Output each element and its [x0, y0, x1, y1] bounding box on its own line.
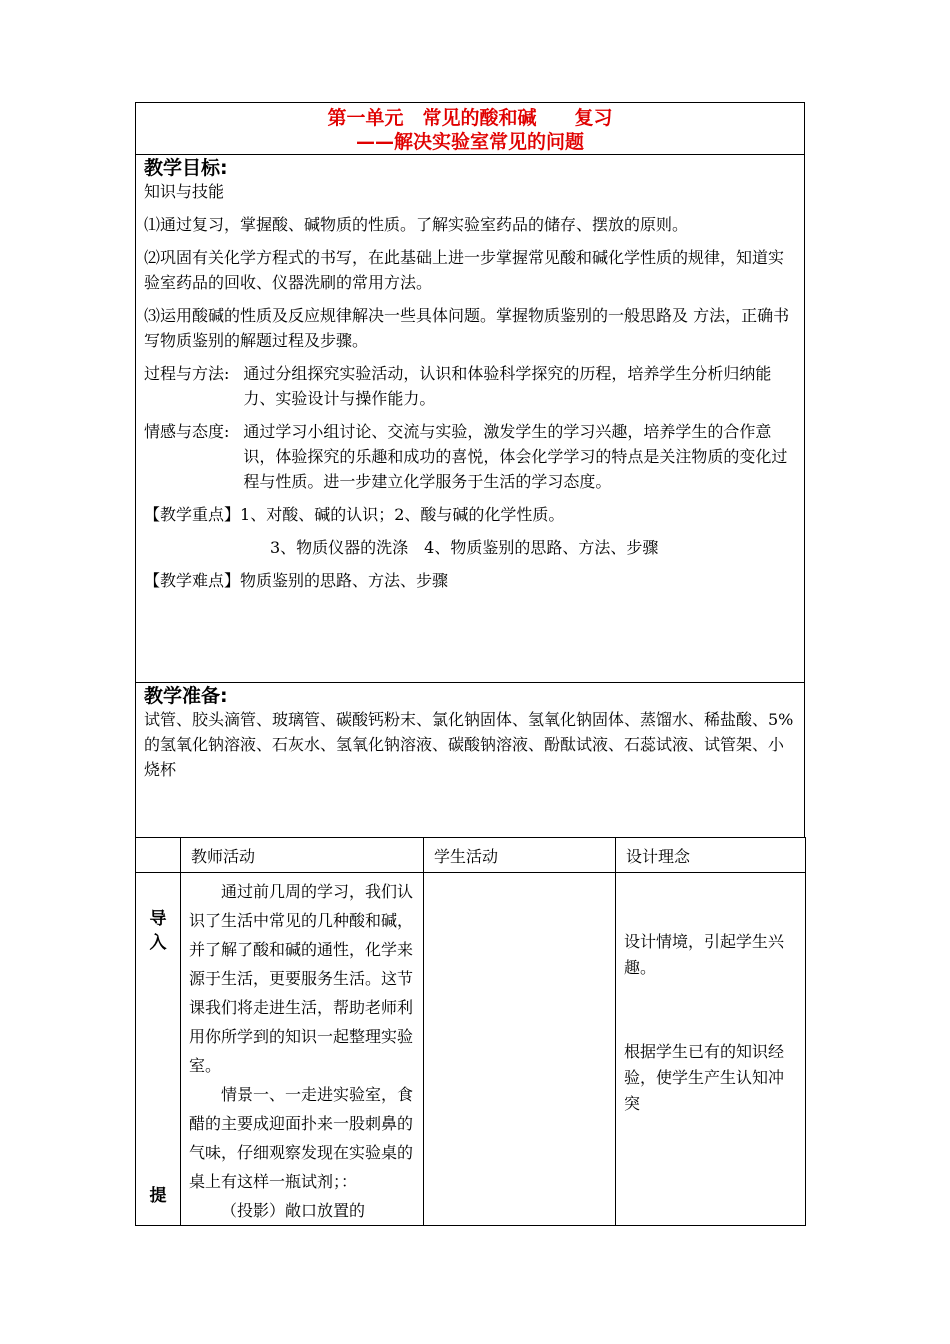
- key-points: [144, 502, 796, 527]
- table-row: [136, 873, 806, 1226]
- difficult-points: [144, 568, 796, 593]
- objectives-heading: 教学目标:: [144, 157, 228, 179]
- emotion-attitude: [144, 419, 796, 494]
- teacher-paragraph-1: 通过前几周的学习，我们认识了生活中常见的几种酸和碱，并了解了酸和碱的通性，化学来源于生活，更要服务生活。这节课我们将走进生活，帮助老师利用你所学到的知识一起整理实验室。: [189, 882, 414, 1075]
- objective-item-1: ⑴通过复习，掌握酸、碱物质的性质。了解实验室药品的储存、摆放的原则。: [144, 215, 689, 234]
- header-design: 设计理念: [616, 838, 806, 873]
- difficult-label: 【教学难点】: [144, 571, 241, 590]
- process-method: [144, 361, 796, 411]
- preparation-section: [135, 682, 805, 837]
- knowledge-heading: 知识与技能: [144, 182, 225, 201]
- teacher-paragraph-3: （投影）敞口放置的: [221, 1201, 366, 1220]
- stage-label-top: 导 入: [149, 909, 167, 953]
- process-label: 过程与方法:: [144, 364, 230, 383]
- lesson-plan-document: [135, 102, 805, 1226]
- stage-label-cell: [136, 873, 181, 1226]
- preparation-text: 试管、胶头滴管、玻璃管、碳酸钙粉末、氯化钠固体、氢氧化钠固体、蒸馏水、稀盐酸、5%的氢氧化钠溶液、石灰水、氢氧化钠溶液、碳酸钠溶液、酚酞试液、石蕊试液、试管架、小烧杯: [144, 710, 794, 779]
- objective-item-3: ⑶运用酸碱的性质及反应规律解决一些具体问题。掌握物质鉴别的一般思路及 方法，正确书写物质鉴别的解题过程及步骤。: [144, 306, 790, 350]
- preparation-heading: 教学准备:: [144, 685, 228, 707]
- activity-table: [135, 837, 806, 1226]
- header-blank: [136, 838, 181, 873]
- title-block: [135, 102, 805, 154]
- header-student: 学生活动: [424, 838, 616, 873]
- key-line-2: 3、物质仪器的洗涤 4、物质鉴别的思路、方法、步骤: [270, 538, 659, 557]
- design-concept-1: 设计情境，引起学生兴趣。: [624, 932, 785, 977]
- difficult-text: 物质鉴别的思路、方法、步骤: [240, 571, 449, 590]
- emotion-label: 情感与态度:: [144, 422, 230, 441]
- objective-item-2: ⑵巩固有关化学方程式的书写，在此基础上进一步掌握常见酸和碱化学性质的规律，知道实验室药品的回收、仪器洗刷的常用方法。: [144, 248, 785, 292]
- table-header-row: [136, 838, 806, 873]
- teacher-activity-cell: [181, 873, 424, 1226]
- design-concept-2: 根据学生已有的知识经验，使学生产生认知冲突: [624, 1042, 785, 1113]
- title-line-1: 第一单元 常见的酸和碱 复习: [327, 107, 613, 129]
- process-text: 通过分组探究实验活动，认识和体验科学探究的历程，培养学生分析归纳能力、实验设计与操作能力。: [243, 364, 772, 408]
- key-label: 【教学重点】: [144, 505, 241, 524]
- teacher-paragraph-2: 情景一、一走进实验室，食醋的主要成迎面扑来一股刺鼻的气味，仔细观察发现在实验桌的桌上有这样一瓶试剂；：: [189, 1085, 414, 1191]
- design-concept-cell: [616, 873, 806, 1226]
- emotion-text: 通过学习小组讨论、交流与实验，激发学生的学习兴趣，培养学生的合作意识，体验探究的乐趣和成功的喜悦，体会化学学习的特点是关注物质的变化过程与性质。进一步建立化学服务于生活的学习态度。: [243, 422, 788, 491]
- objectives-section: [135, 154, 805, 682]
- stage-label-bottom: 提: [149, 1186, 167, 1206]
- header-teacher: 教师活动: [181, 838, 424, 873]
- student-activity-cell: [424, 873, 616, 1226]
- title-line-2: ——解决实验室常见的问题: [355, 131, 584, 153]
- key-line-1: 1、对酸、碱的认识；2、酸与碱的化学性质。: [240, 505, 565, 524]
